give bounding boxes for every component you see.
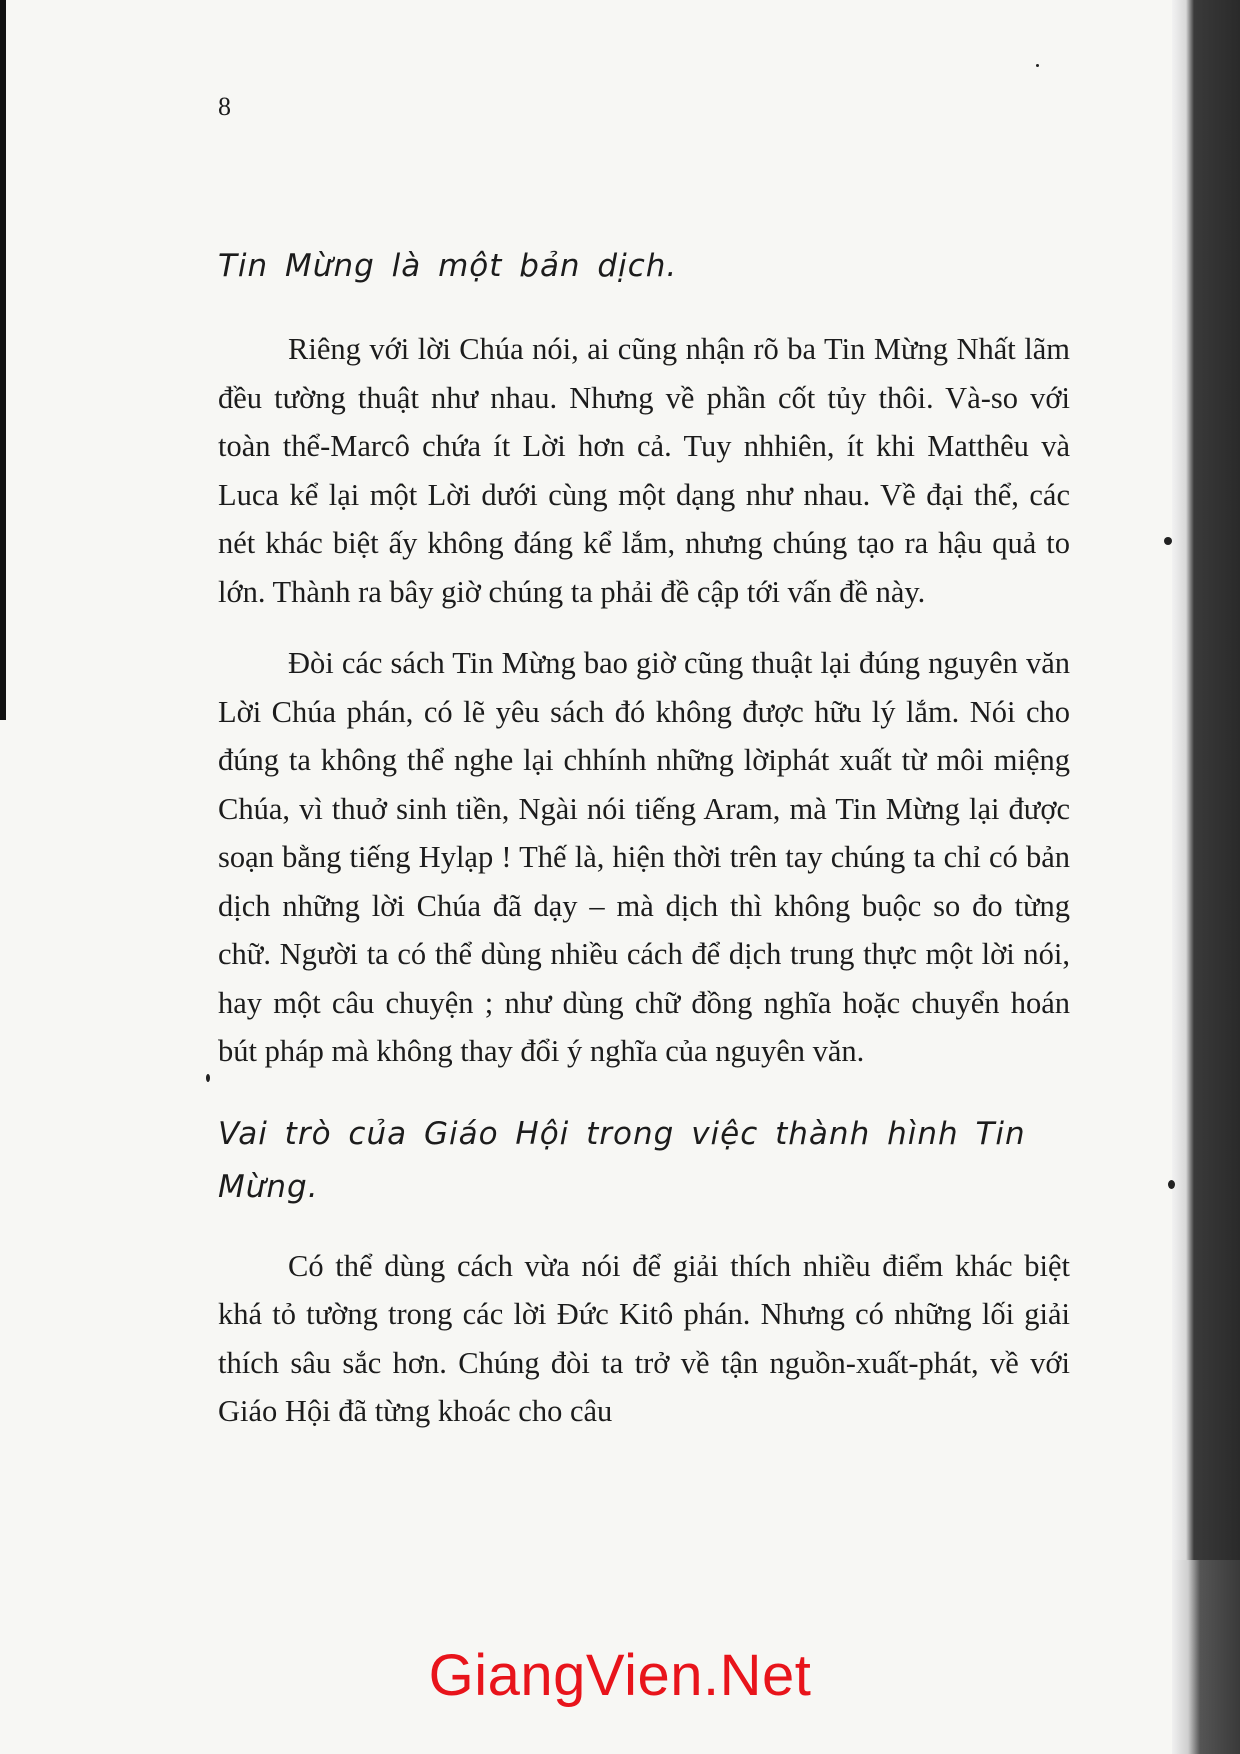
scan-left-edge: [0, 0, 6, 720]
section-heading: Vai trò của Giáo Hội trong việc thành hình Tin Mừng.: [218, 1115, 1026, 1205]
paragraph: Riêng với lời Chúa nói, ai cũng nhận rõ ba Tin Mừng Nhất lãm đều tường thuật như nhau. Nhưng về phần cốt tủy thôi. Và-so với toàn thể-Marcô chứa ít Lời hơn cả. Tuy nhhiên, ít khi Matthêu và Luca kể lại một Lời dưới cùng một dạng như nhau. Về đại thể, các nét khác biệt ấy không đáng kể lắm, nhưng chúng tạo ra hậu quả to lớn. Thành ra bây giờ chúng ta phải đề cập tới vấn đề này.: [218, 332, 1070, 609]
scan-right-edge: [1172, 0, 1240, 1754]
section-heading: Tin Mừng là một bản dịch.: [218, 248, 678, 284]
scan-speck: [1168, 1180, 1175, 1189]
paragraph: Đòi các sách Tin Mừng bao giờ cũng thuật lại đúng nguyên văn Lời Chúa phán, có lẽ yêu sách đó không được hữu lý lắm. Nói cho đúng ta không thể nghe lại chhính những lờiphát xuất từ môi miệng Chúa, vì thuở sinh tiền, Ngài nói tiếng Aram, mà Tin Mừng lại được soạn bằng tiếng Hylạp ! Thế là, hiện thời trên tay chúng ta chỉ có bản dịch những lời Chúa đã dạy – mà dịch thì không buộc so đo từng chữ. Người ta có thể dùng nhiều cách để dịch trung thực một lời nói, hay một câu chuyện ; như dùng chữ đồng nghĩa hoặc chuyển hoán bút pháp mà không thay đổi ý nghĩa của nguyên văn.: [218, 646, 1070, 1068]
scan-speck: [1036, 64, 1039, 67]
scan-speck: [206, 1074, 210, 1082]
scan-speck: [1164, 537, 1172, 545]
page-number: 8: [218, 92, 231, 121]
page-body: [218, 240, 1070, 1436]
watermark: GiangVien.Net: [428, 1643, 812, 1708]
paragraph: Có thể dùng cách vừa nói để giải thích nhiều điểm khác biệt khá tỏ tường trong các lời Đức Kitô phán. Nhưng có những lối giải thích sâu sắc hơn. Chúng đòi ta trở về tận nguồn-xuất-phát, về với Giáo Hội đã từng khoác cho câu: [218, 1248, 1070, 1428]
